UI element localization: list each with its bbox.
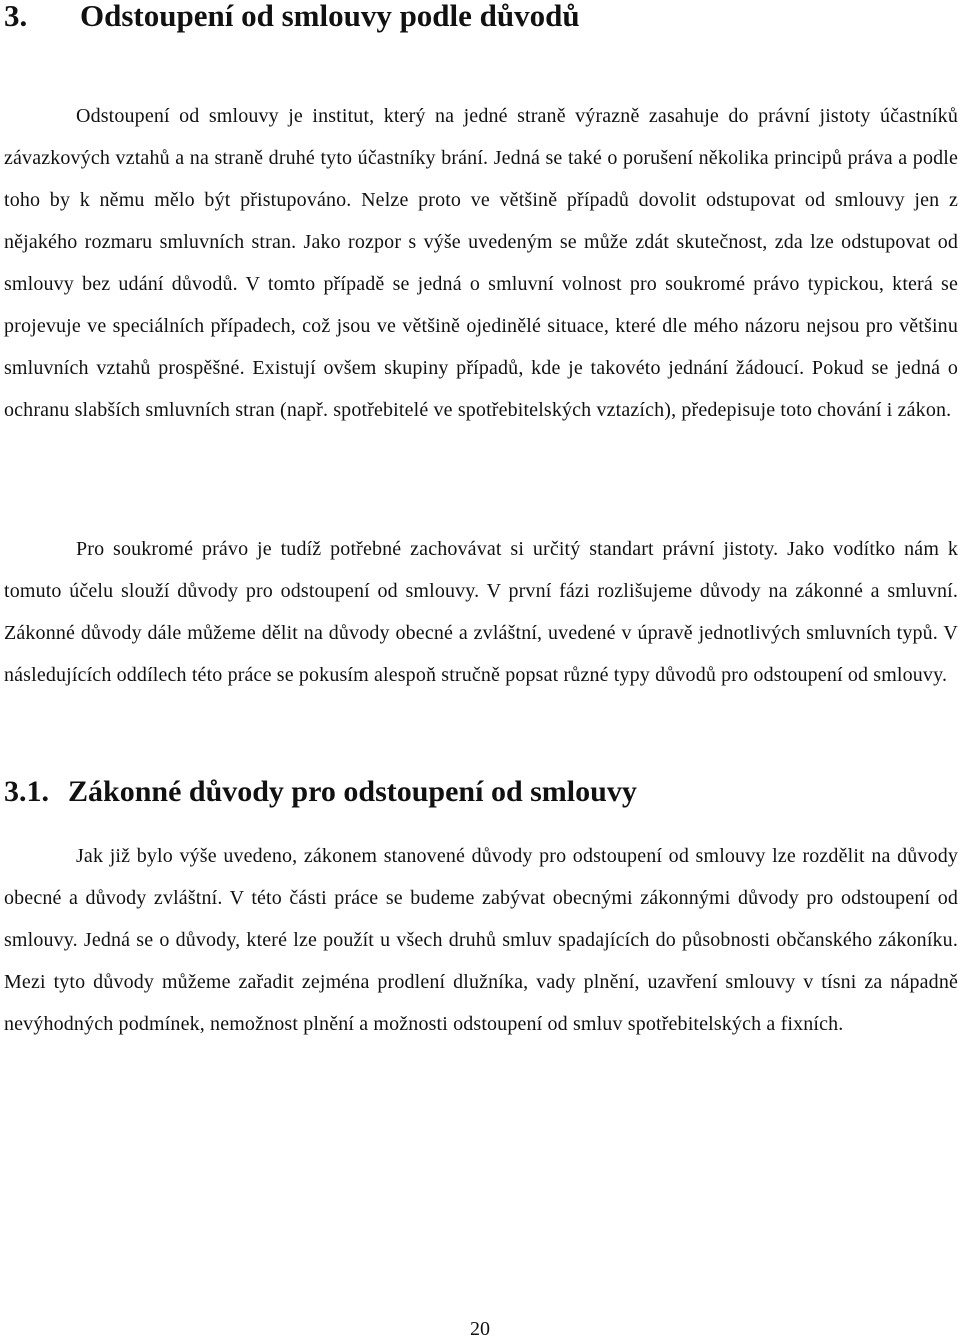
paragraph-1: Odstoupení od smlouvy je institut, který na jedné straně výrazně zasahuje do právní jistoty účastníků závazkových vztahů a na straně druhé tyto účastníky brání. Jedná se také o porušení několika principů práva a podle toho by k němu mělo být přistupováno. Nelze proto ve většině případů dovolit odstupovat od smlouvy jen z nějakého rozmaru smluvních stran. Jako rozpor s výše uvedeným se může zdát skutečnost, zda lze odstupovat od smlouvy bez udání důvodů. V tomto případě se jedná o smluvní volnost pro soukromé právo typickou, která se projevuje ve speciálních případech, což jsou ve většině ojedinělé situace, které dle mého názoru nejsou pro většinu smluvních vztahů prospěšné. Existují ovšem skupiny případů, kde je takovéto jednání žádoucí. Pokud se jedná o ochranu slabších smluvních stran (např. spotřebitelé ve spotřebitelských vztazích), předepisuje toto chování i zákon. [4, 105, 958, 421]
subsection-number: 3.1. [4, 775, 49, 808]
paragraph-2: Pro soukromé právo je tudíž potřebné zachovávat si určitý standart právní jistoty. Jako vodítko nám k tomuto účelu slouží důvody pro odstoupení od smlouvy. V první fázi rozlišujeme důvody na zákonné a smluvní. Zákonné důvody dále můžeme dělit na důvody obecné a zvláštní, uvedené v úpravě jednotlivých smluvních typů. V následujících oddílech této práce se pokusím alespoň stručně popsat různé typy důvodů pro odstoupení od smlouvy. [4, 538, 958, 686]
subsection-title: Zákonné důvody pro odstoupení od smlouvy [68, 775, 637, 808]
section-title: Odstoupení od smlouvy podle důvodů [80, 0, 580, 33]
section-heading [4, 0, 580, 38]
section-number: 3. [4, 0, 28, 33]
subsection-paragraph: Jak již bylo výše uvedeno, zákonem stanovené důvody pro odstoupení od smlouvy lze rozdělit na důvody obecné a důvody zvláštní. V této části práce se budeme zabývat obecnými zákonnými důvody pro odstoupení od smlouvy. Jedná se o důvody, které lze použít u všech druhů smluv spadajících do působnosti občanského zákoníku. Mezi tyto důvody můžeme zařadit zejména prodlení dlužníka, vady plnění, uzavření smlouvy v tísni za nápadně nevýhodných podmínek, nemožnost plnění a možnosti odstoupení od smluv spotřebitelských a fixních. [4, 845, 958, 1035]
page-number: 20 [470, 1318, 490, 1340]
subsection-heading [4, 770, 637, 814]
